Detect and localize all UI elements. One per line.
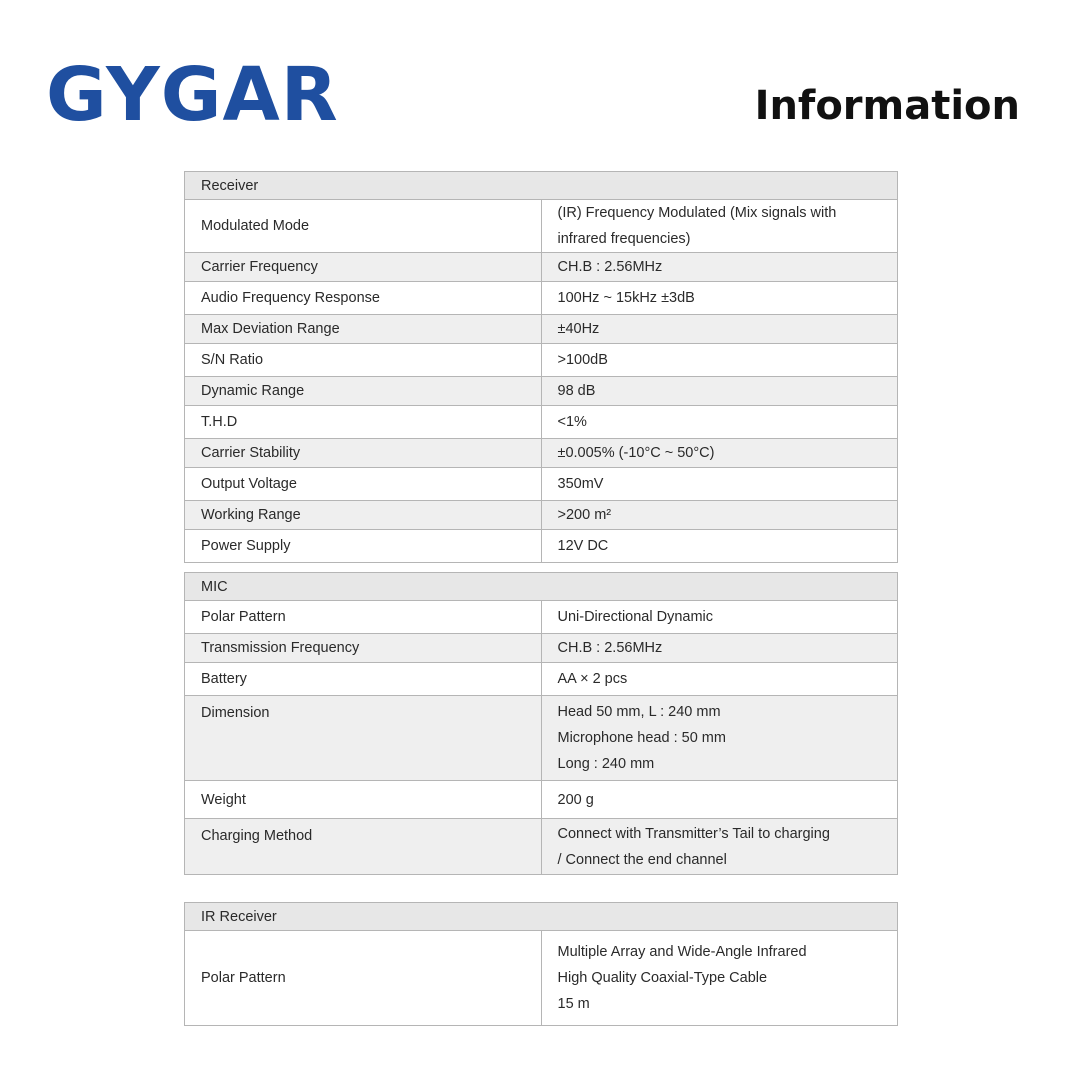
spec-label: S/N Ratio [185, 344, 542, 377]
spec-label: Max Deviation Range [185, 315, 542, 344]
table-row [185, 468, 898, 501]
section-header: MIC [185, 573, 898, 601]
table-row [185, 282, 898, 315]
spec-label: Transmission Frequency [185, 634, 542, 663]
spec-value: Uni-Directional Dynamic [541, 601, 898, 634]
table-row [185, 315, 898, 344]
section-header: IR Receiver [185, 903, 898, 931]
spec-value-line: Multiple Array and Wide-Angle Infrared [557, 944, 807, 960]
spec-value-line: High Quality Coaxial-Type Cable [557, 970, 768, 986]
spec-label: Dimension [185, 696, 542, 781]
spec-value: 350mV [541, 468, 898, 501]
spec-value-line: Long : 240 mm [557, 756, 655, 772]
spec-label: Polar Pattern [185, 601, 542, 634]
spec-label: Audio Frequency Response [185, 282, 542, 315]
table-row [185, 501, 898, 530]
spec-label: Working Range [185, 501, 542, 530]
table-row [185, 696, 898, 781]
spec-value: CH.B : 2.56MHz [541, 634, 898, 663]
spec-label: Power Supply [185, 530, 542, 563]
spec-value: 200 g [541, 781, 898, 819]
spec-label: Charging Method [185, 819, 542, 875]
spec-value-multiline [541, 696, 898, 781]
spec-value-line: Connect with Transmitter’s Tail to charging [557, 825, 830, 842]
spec-value-multiline [541, 931, 898, 1026]
table-row [185, 601, 898, 634]
table-row [185, 200, 898, 253]
spec-value: >100dB [541, 344, 898, 377]
spec-label: Output Voltage [185, 468, 542, 501]
ir-receiver-spec-table [184, 902, 898, 1026]
spec-label: Polar Pattern [185, 931, 542, 1026]
table-row [185, 344, 898, 377]
spec-label: Carrier Stability [185, 439, 542, 468]
table-row [185, 439, 898, 468]
spec-label: Modulated Mode [185, 200, 542, 253]
page-title: Information [754, 83, 1020, 129]
table-row [185, 634, 898, 663]
spec-label: Battery [185, 663, 542, 696]
spec-label: Weight [185, 781, 542, 819]
spec-label: Dynamic Range [185, 377, 542, 406]
table-row [185, 377, 898, 406]
spec-value-line: Microphone head : 50 mm [557, 730, 726, 746]
spec-value: (IR) Frequency Modulated (Mix signals with infrared frequencies) [541, 200, 898, 253]
spec-value: <1% [541, 406, 898, 439]
spec-value: CH.B : 2.56MHz [541, 253, 898, 282]
spec-value: AA × 2 pcs [541, 663, 898, 696]
table-row [185, 530, 898, 563]
spec-value: 98 dB [541, 377, 898, 406]
spec-value: ±40Hz [541, 315, 898, 344]
spec-value-multiline [541, 819, 898, 875]
mic-spec-table [184, 572, 898, 875]
table-row [185, 406, 898, 439]
spec-value: 100Hz ~ 15kHz ±3dB [541, 282, 898, 315]
spec-label: T.H.D [185, 406, 542, 439]
table-row [185, 663, 898, 696]
table-row [185, 781, 898, 819]
table-row [185, 819, 898, 875]
brand-logo: GYGAR [46, 52, 339, 138]
spec-value: 12V DC [541, 530, 898, 563]
table-row [185, 931, 898, 1026]
section-header: Receiver [185, 172, 898, 200]
spec-value-line: 15 m [557, 996, 590, 1012]
spec-value: >200 m² [541, 501, 898, 530]
spec-label: Carrier Frequency [185, 253, 542, 282]
receiver-spec-table [184, 171, 898, 563]
table-row [185, 253, 898, 282]
spec-value-line: Head 50 mm, L : 240 mm [557, 704, 721, 720]
spec-value-line: / Connect the end channel [557, 851, 727, 868]
spec-value: ±0.005% (-10°C ~ 50°C) [541, 439, 898, 468]
